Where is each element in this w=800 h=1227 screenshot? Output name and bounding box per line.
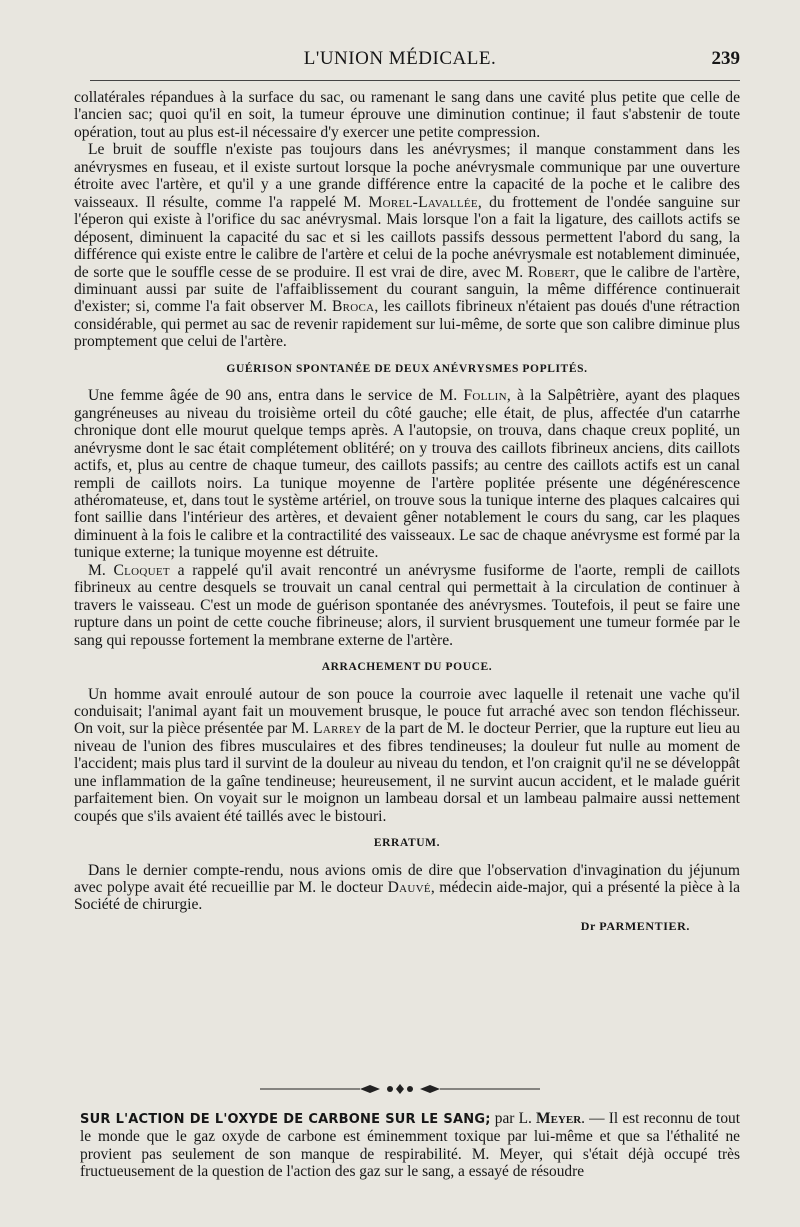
section-title-arrachement: ARRACHEMENT DU POUCE. <box>321 661 493 674</box>
article-body <box>74 89 740 935</box>
page-number: 239 <box>711 48 740 69</box>
section-title-guerison: GUÉRISON SPONTANÉE DE DEUX ANÉVRYSMES POPLITÉS. <box>226 362 588 375</box>
next-article-title: SUR L'ACTION DE L'OXYDE DE CARBONE SUR LE SANG; <box>80 1112 491 1127</box>
ornament-icon <box>260 1081 540 1097</box>
paragraph-pouce: Un homme avait enroulé autour de son pouce la courroie avec laquelle il retenait une vache qu'il conduisait; l'animal ayant fait un mouvement brusque, le pouce fut arraché avec son tendon fléchisseur. On voit, sur la pièce présentée par M. Larrey de la part de M. le docteur Perrier, que la rupture eut lieu au niveau de l'union des fibres musculaires et des fibres tendineuses; la douleur fut nulle au moment de l'accident; mais plus tard il survint de la douleur au niveau du tendon, et l'on craignit qu'il ne se développât une inflammation de la gaîne tendineuse; heureusement, il ne survint aucun accident, et le malade guérit parfaitement bien. On voyait sur le moignon un lambeau dorsal et un lambeau palmaire aussi nettement coupés que s'ils avaient été taillés avec le bistouri. <box>74 685 740 825</box>
section-title-erratum: ERRATUM. <box>373 837 441 850</box>
paragraph-erratum: Dans le dernier compte-rendu, nous avions omis de dire que l'observation d'invagination du jéjunum avec polype avait été recueillie par M. le docteur Dauvé, médecin aide-major, qui a présenté la pièce à la Société de chirurgie. <box>74 861 740 914</box>
paragraph-cloquet: M. Cloquet a rappelé qu'il avait rencontré un anévrysme fusiforme de l'aorte, rempli de caillots fibrineux au centre desquels se trouvait un canal central qui permettait à la circulation de continuer à travers le vaisseau. C'est un mode de guérison spontanée des anévrysmes. Toutefois, il peut se faire une rupture dans un point de cette couche fibrineuse; alors, il survient brusquement une tumeur formée par le sang qui repousse fortement la membrane externe de l'artère. <box>74 561 740 649</box>
ornamental-divider <box>260 1078 540 1100</box>
next-article-text: . — Il est reconnu de tout le monde que le gaz oxyde de carbone est éminemment toxique par lui-même et que sa l'éthalité ne provient pas seulement de son manque de respirabilité. M. Meyer, qui s'était déjà occupé très fructueusement de la question de l'action des gaz sur le sang, a essayé de résoudre <box>80 1110 740 1180</box>
signature: Dr PARMENTIER. <box>580 918 690 933</box>
paragraph-femme: Une femme âgée de 90 ans, entra dans le service de M. Follin, à la Salpêtrière, ayant des plaques gangréneuses au niveau du troisième orteil du côté gauche; elle était, de plus, affectée d'un catarrhe chronique dont elle mourut quelque temps après. A l'autopsie, on trouva, dans chaque creux poplité, un anévrysme dont le sac était complétement oblitéré; on y trouva des caillots fibrineux anciens, dits caillots actifs, et, plus au centre de chaque tumeur, des caillots passifs; au centre des caillots actifs est un canal rempli de caillots noirs. La tunique moyenne de l'artère poplitée présente une dégénérescence athéromateuse, et, dans tout le système artériel, on trouve sous la tunique interne des plaques calcaires qui font saillie dans l'intérieur des artères, et devaient gêner notablement le cours du sang, car les plaques diminuent à la fois le calibre et la contractilité des vaisseaux. Le sac de chaque anévrysme est formé par la tunique externe; la tunique moyenne est détruite. <box>74 387 740 562</box>
next-article-author: Meyer <box>536 1110 582 1127</box>
journal-title: L'UNION MÉDICALE. <box>303 48 497 69</box>
paragraph-souffle: Le bruit de souffle n'existe pas toujours dans les anévrysmes; il manque constamment dans les anévrysmes en fuseau, et il existe surtout lorsque la poche anévrysmale communique par une ouverture étroite avec l'artère, et qu'il y a une grande différence entre la capacité de la poche et le calibre des vaisseaux. Il résulte, comme l'a rappelé M. Morel-Lavallée, du frottement de l'ondée sanguine sur l'éperon qui existe à l'orifice du sac anévrysmal. Mais lorsque l'on a fait la ligature, des caillots actifs se déposent, diminuent la capacité du sac et si les caillots passifs dessous permettent l'abord du sang, la différence qui existe entre le calibre de l'artère et celui de la poche anévrysmale est notablement diminuée, de sorte que le souffle cesse de se produire. Il est vrai de dire, avec M. Robert, que le calibre de l'artère, diminuant aussi par suite de l'affaiblissement du courant sanguin, la même différence continuerait d'exister; si, comme l'a fait observer M. Broca, les caillots fibrineux n'étaient pas doués d'une rétraction considérable, qui permet au sac de revenir rapidement sur lui-même, de sorte que son calibre diminue plus promptement que celui de l'artère. <box>74 141 740 351</box>
page-header <box>60 48 740 72</box>
next-article: SUR L'ACTION DE L'OXYDE DE CARBONE SUR LE SANG; par L. Meyer. — Il est reconnu de tout le monde que le gaz oxyde de carbone est éminemment toxique par lui-même et que sa l'éthalité ne provient pas seulement de son manque de respirabilité. M. Meyer, qui s'était déjà occupé très fructueusement de la question de l'action des gaz sur le sang, a essayé de résoudre <box>80 1110 740 1180</box>
paragraph-continuation: collatérales répandues à la surface du sac, ou ramenant le sang dans une cavité plus petite que celle de l'ancien sac; quoi qu'il en soit, la tumeur éprouve une diminution continue; il faut s'abstenir de toute opération, tout au plus est-il nécessaire d'y exercer une petite compression. <box>74 89 740 141</box>
header-rule <box>90 80 740 81</box>
